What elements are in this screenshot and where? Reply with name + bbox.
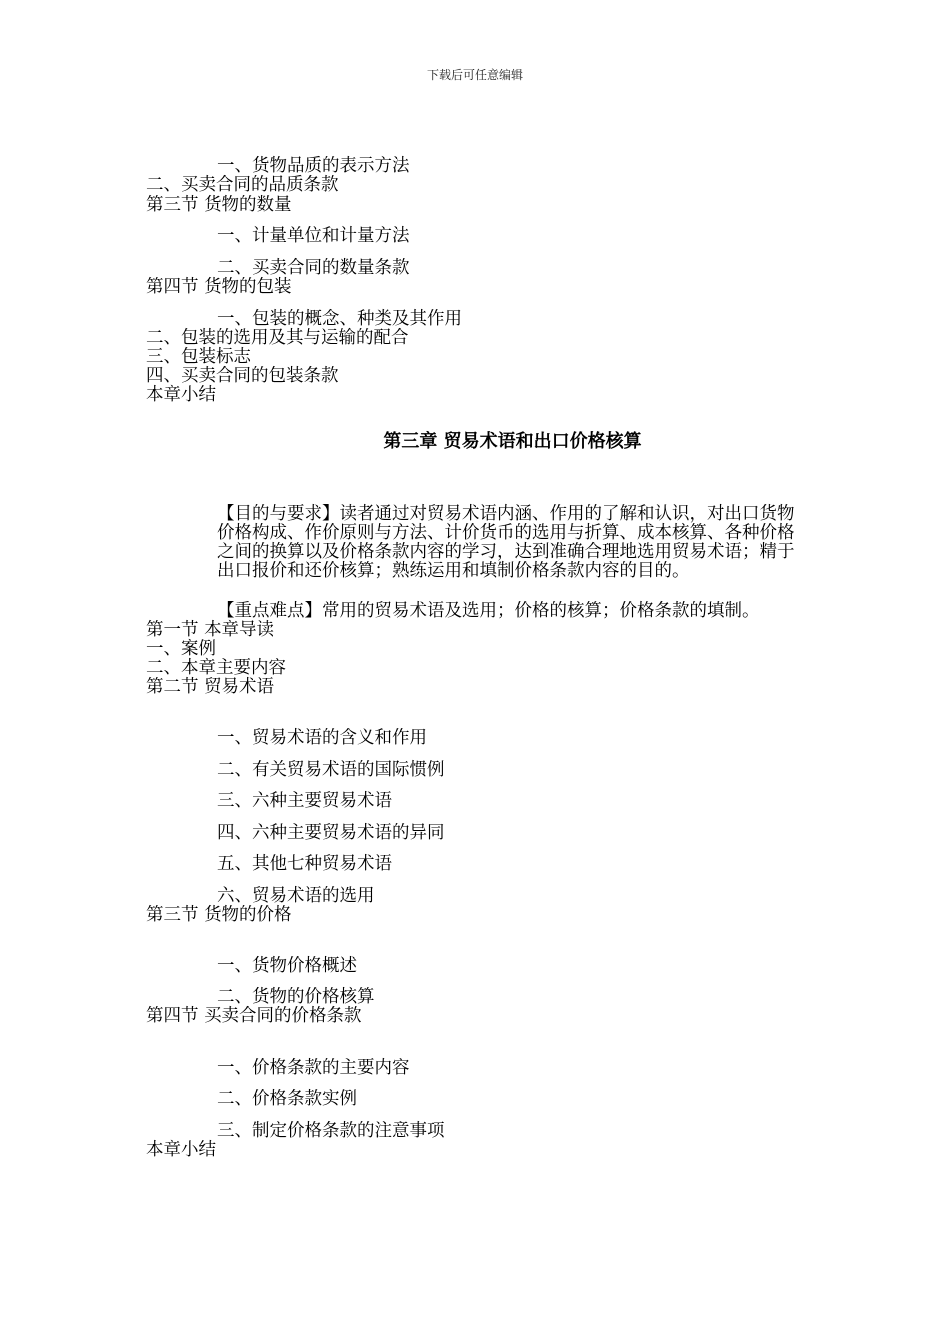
outline-item: 一、包装的概念、种类及其作用 (217, 309, 462, 329)
chapter-title: 第三章 贸易术语和出口价格核算 (383, 431, 642, 452)
key-points: 【重点难点】常用的贸易术语及选用；价格的核算；价格条款的填制。 (217, 601, 760, 621)
section-heading: 第三节 货物的数量 (146, 195, 292, 215)
outline-item: 二、本章主要内容 (146, 658, 286, 678)
chapter-summary: 本章小结 (146, 385, 216, 405)
section-heading: 第一节 本章导读 (146, 620, 275, 640)
page-header: 下载后可任意编辑 (426, 68, 523, 82)
outline-item: 六、贸易术语的选用 (217, 886, 375, 906)
outline-item: 三、包装标志 (146, 347, 251, 367)
outline-item: 二、价格条款实例 (217, 1089, 357, 1109)
outline-item: 三、六种主要贸易术语 (217, 791, 392, 811)
section-heading: 第四节 买卖合同的价格条款 (146, 1006, 362, 1026)
section-heading: 第三节 货物的价格 (146, 905, 292, 925)
outline-item: 二、买卖合同的品质条款 (146, 175, 339, 195)
aims-paragraph: 【目的与要求】读者通过对贸易术语内涵、作用的了解和认识，对出口货物价格构成、作价原则与方法、计价货币的选用与折算、成本核算、各种价格之间的换算以及价格条款内容的学习，达到准确合理地选用贸易术语；精于出口报价和还价核算；熟练运用和填制价格条款内容的目的。 (217, 504, 795, 581)
outline-item: 二、买卖合同的数量条款 (217, 258, 410, 278)
outline-item: 一、货物品质的表示方法 (217, 156, 410, 176)
outline-item: 四、六种主要贸易术语的异同 (217, 823, 445, 843)
outline-item: 三、制定价格条款的注意事项 (217, 1121, 445, 1141)
outline-item: 二、包装的选用及其与运输的配合 (146, 328, 409, 348)
outline-item: 五、其他七种贸易术语 (217, 854, 392, 874)
outline-item: 一、价格条款的主要内容 (217, 1058, 410, 1078)
outline-item: 二、货物的价格核算 (217, 987, 375, 1007)
outline-item: 一、贸易术语的含义和作用 (217, 728, 427, 748)
section-heading: 第二节 贸易术语 (146, 677, 275, 697)
section-heading: 第四节 货物的包装 (146, 277, 292, 297)
outline-item: 二、有关贸易术语的国际惯例 (217, 760, 445, 780)
outline-item: 一、计量单位和计量方法 (217, 226, 410, 246)
outline-item: 一、货物价格概述 (217, 956, 357, 976)
outline-item: 四、买卖合同的包装条款 (146, 366, 339, 386)
outline-item: 一、案例 (146, 639, 216, 659)
chapter-summary: 本章小结 (146, 1140, 216, 1160)
